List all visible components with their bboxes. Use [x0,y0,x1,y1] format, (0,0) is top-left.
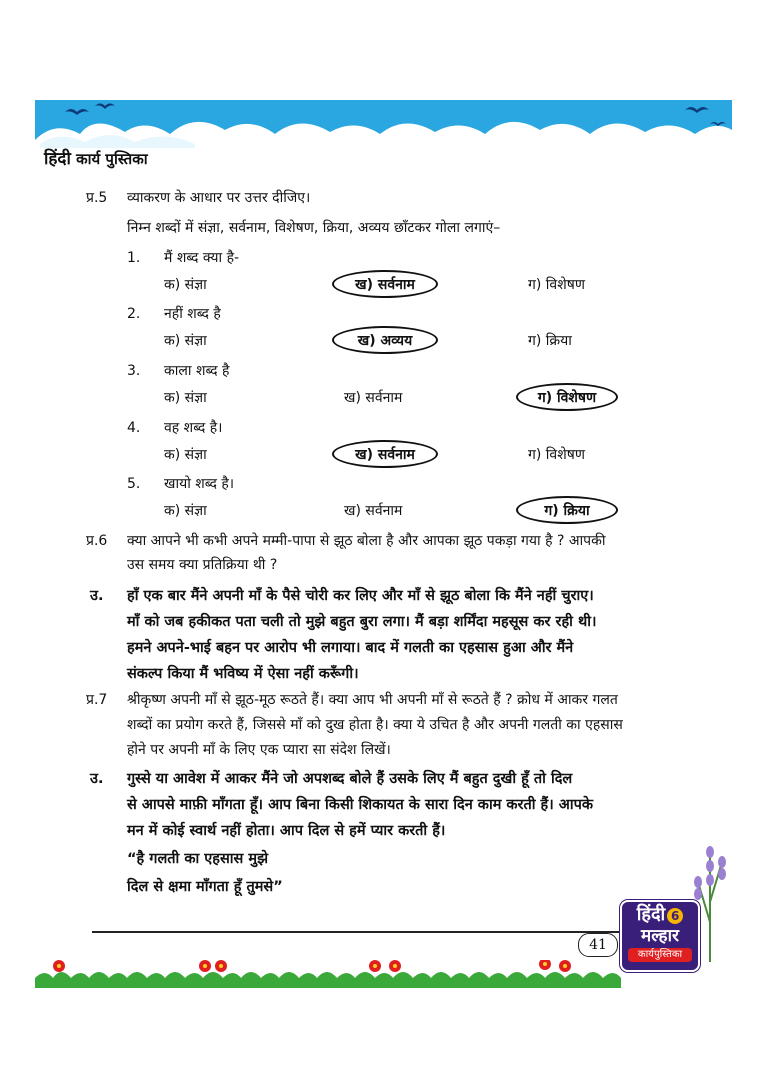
q6-answer-line: हाँ एक बार मैंने अपनी माँ के पैसे चोरी कर लिए और माँ से झूठ बोला कि मैंने नहीं चुराए। [127,588,594,604]
q6-answer-line: संकल्प किया मैं भविष्य में ऐसा नहीं करूँगी। [127,666,359,682]
page-number: 41 [578,933,618,957]
option-a: क) संज्ञा [164,390,207,406]
circled-answer-option-c: ग) विशेषण [516,383,618,411]
header-sky-banner [35,100,732,148]
q7-answer-line: से आपसे माफ़ी माँगता हूँ। आप बिना किसी शिकायत के सारा दिन काम करती हैं। आपके [127,797,593,813]
badge-grade: 6 [667,908,683,924]
option-c: ग) क्रिया [528,333,572,349]
q5-item-text: खायो शब्द है। [164,476,235,492]
q6-answer-line: माँ को जब हकीकत पता चली तो मुझे बहुत बुरा लगा। मैं बड़ा शर्मिंदा महसूस कर रही थी। [127,614,597,630]
badge-name: मल्हार [641,926,679,946]
option-b: ख) सर्वनाम [344,390,403,406]
q6-question-line: उस समय क्या प्रतिक्रिया थी ? [127,557,278,573]
q5-item-number: 2. [127,306,141,322]
q7-question-line: शब्दों का प्रयोग करते हैं, जिससे माँ को दुख होता है। क्या ये उचित है और अपनी गलती का एहसास [127,717,623,733]
q5-question: व्याकरण के आधार पर उत्तर दीजिए। [127,190,311,206]
q7-question-line: होने पर अपनी माँ के लिए एक प्यारा सा संदेश लिखें। [127,742,391,758]
q7-question-line: श्रीकृष्ण अपनी माँ से झूठ-मूठ रूठते हैं। क्या आप भी अपनी माँ से रूठते हैं ? क्रोध में आकर गलत [127,692,618,708]
circled-answer-option-c: ग) क्रिया [516,496,618,524]
q6-question-line: क्या आपने भी कभी अपने मम्मी-पापा से झूठ बोला है और आपका झूठ पकड़ा गया है ? आपकी [127,533,606,549]
q5-item-text: वह शब्द है। [164,420,223,436]
workbook-title-rest: कार्य पुस्तिका [70,150,148,168]
option-b: ख) सर्वनाम [344,503,403,519]
book-logo-badge [620,900,700,972]
q7-answer-line: गुस्से या आवेश में आकर मैंने जो अपशब्द बोले हैं उसके लिए मैं बहुत दुखी हूँ तो दिल [127,771,573,787]
q5-item-number: 3. [127,363,141,379]
q7-label: प्र.7 [86,692,108,708]
option-a: क) संज्ञा [164,447,207,463]
q6-label: प्र.6 [86,533,108,549]
flower-icon [53,960,571,972]
q7-poem-line: दिल से क्षमा माँगता हूँ तुमसे” [127,879,283,895]
q6-answer-label: उ. [90,588,104,604]
q7-answer-label: उ. [90,771,104,787]
q5-item-text: नहीं शब्द है [164,306,221,322]
circled-answer-option-b: ख) अव्यय [332,326,438,354]
q5-item-number: 5. [127,476,141,492]
q5-item-number: 1. [127,250,141,266]
badge-subtitle: कार्यपुस्तिका [628,948,692,962]
q5-label: प्र.5 [86,190,108,206]
option-a: क) संज्ञा [164,277,207,293]
q5-item-text: काला शब्द है [164,363,230,379]
q6-answer-line: हमने अपने-भाई बहन पर आरोप भी लगाया। बाद में गलती का एहसास हुआ और मैंने [127,640,574,656]
q5-item-text: मैं शब्द क्या है- [164,250,240,266]
q7-answer-line: मन में कोई स्वार्थ नहीं होता। आप दिल से हमें प्यार करती हैं। [127,823,446,839]
footer-divider [92,931,632,933]
q5-instruction: निम्न शब्दों में संज्ञा, सर्वनाम, विशेषण, क्रिया, अव्यय छाँटकर गोला लगाएं– [127,220,501,236]
circled-answer-option-b: ख) सर्वनाम [332,270,438,298]
badge-title: हिंदी [636,904,666,925]
q5-item-number: 4. [127,420,141,436]
circled-answer-option-b: ख) सर्वनाम [332,440,438,468]
option-a: क) संज्ञा [164,333,207,349]
q7-poem-line: “है गलती का एहसास मुझे [127,851,269,867]
option-c: ग) विशेषण [528,447,585,463]
option-c: ग) विशेषण [528,277,585,293]
option-a: क) संज्ञा [164,503,207,519]
workbook-title [44,146,148,169]
workbook-title-accent: हिंदी [44,149,71,169]
